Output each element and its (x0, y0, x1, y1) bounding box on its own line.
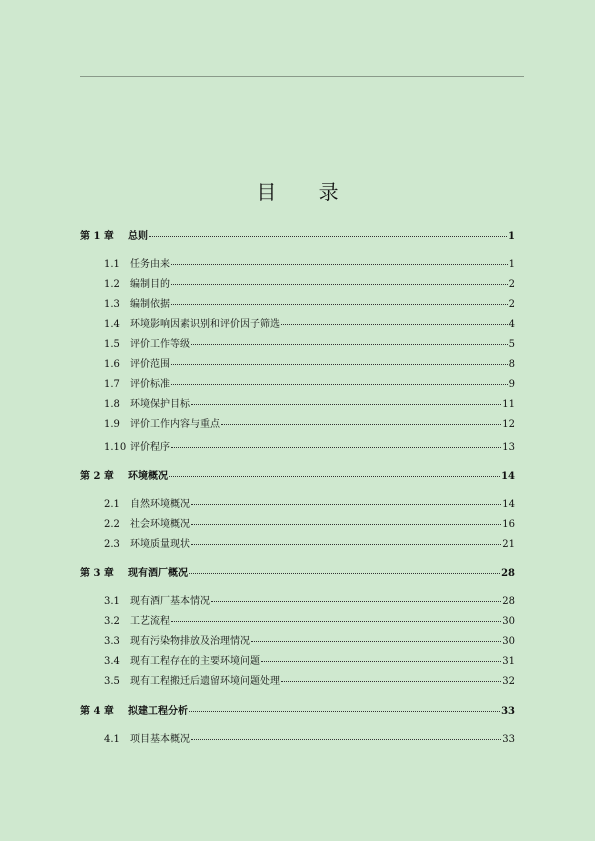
toc-entry-number: 3.2 (104, 616, 120, 627)
toc-entry-title: 编制依据 (130, 299, 170, 310)
toc-entry-number: 第 4 章 (80, 706, 114, 717)
toc-entry-page: 33 (501, 706, 515, 717)
toc-section-entry[interactable] (104, 498, 515, 512)
toc-entry-page: 9 (508, 379, 515, 390)
dot-leader (211, 601, 501, 602)
toc-section-entry[interactable] (104, 655, 515, 669)
toc-entry-title: 现有酒厂基本情况 (130, 596, 210, 607)
header-rule (80, 76, 524, 77)
toc-entry-page: 33 (502, 734, 515, 745)
toc-entry-title: 项目基本概况 (130, 734, 190, 745)
toc-entry-number: 第 3 章 (80, 568, 114, 579)
toc-entry-page: 16 (502, 519, 515, 530)
toc-entry-page: 4 (508, 319, 515, 330)
dot-leader (191, 344, 508, 345)
toc-section-entry[interactable] (104, 258, 515, 272)
toc-section-entry[interactable] (104, 338, 515, 352)
toc-entry-title: 评价标准 (130, 379, 170, 390)
toc-entry-page: 14 (502, 499, 515, 510)
dot-leader (171, 284, 508, 285)
toc-entry-number: 2.3 (104, 539, 120, 550)
toc-entry-page: 14 (501, 471, 515, 482)
toc-entry-title: 自然环境概况 (130, 499, 190, 510)
toc-section-entry[interactable] (104, 378, 515, 392)
dot-leader (281, 324, 508, 325)
toc-entry-page: 2 (508, 299, 515, 310)
toc-entry-number: 3.4 (104, 656, 120, 667)
toc-entry-number: 第 1 章 (80, 231, 114, 242)
toc-entry-number: 1.1 (104, 259, 120, 270)
dot-leader (251, 641, 501, 642)
toc-entry-title: 评价工作内容与重点 (130, 419, 220, 430)
toc-entry-page: 2 (508, 279, 515, 290)
dot-leader (281, 681, 501, 682)
toc-entry-number: 1.9 (104, 419, 120, 430)
toc-entry-number: 1.8 (104, 399, 120, 410)
toc-entry-number: 4.1 (104, 734, 120, 745)
toc-chapter-entry[interactable] (80, 567, 515, 581)
toc-entry-number: 1.4 (104, 319, 120, 330)
toc-title: 目 录 (256, 180, 357, 204)
toc-entry-number: 1.10 (104, 442, 127, 453)
toc-section-entry[interactable] (104, 675, 515, 689)
dot-leader (171, 264, 508, 265)
toc-section-entry[interactable] (104, 298, 515, 312)
toc-entry-title: 编制目的 (130, 279, 170, 290)
toc-entry-number: 1.3 (104, 299, 120, 310)
toc-section-entry[interactable] (104, 538, 515, 552)
dot-leader (191, 404, 501, 405)
dot-leader (171, 304, 508, 305)
toc-entry-title: 评价工作等级 (130, 339, 190, 350)
dot-leader (191, 524, 501, 525)
toc-entry-page: 5 (508, 339, 515, 350)
toc-section-entry[interactable] (104, 595, 515, 609)
toc-entry-number: 3.3 (104, 636, 120, 647)
toc-entry-title: 环境质量现状 (130, 539, 190, 550)
toc-entry-page: 31 (502, 656, 515, 667)
dot-leader (191, 504, 501, 505)
toc-section-entry[interactable] (104, 358, 515, 372)
dot-leader (189, 711, 500, 712)
dot-leader (149, 236, 507, 237)
toc-entry-title: 现有酒厂概况 (128, 568, 188, 579)
toc-entry-title: 工艺流程 (130, 616, 170, 627)
toc-entry-title: 拟建工程分析 (128, 706, 188, 717)
toc-entry-page: 1 (508, 231, 515, 242)
toc-entry-title: 现有污染物排放及治理情况 (130, 636, 250, 647)
toc-entry-number: 第 2 章 (80, 471, 114, 482)
toc-section-entry[interactable] (104, 518, 515, 532)
toc-entry-page: 32 (502, 676, 515, 687)
toc-entry-number: 3.1 (104, 596, 120, 607)
toc-entry-title: 环境保护目标 (130, 399, 190, 410)
toc-section-entry[interactable] (104, 635, 515, 649)
toc-entry-page: 11 (502, 399, 515, 410)
toc-entry-number: 1.5 (104, 339, 120, 350)
toc-entry-page: 21 (502, 539, 515, 550)
toc-entry-title: 环境影响因素识别和评价因子筛选 (130, 319, 280, 330)
toc-entry-title: 评价范围 (130, 359, 170, 370)
toc-entry-number: 1.6 (104, 359, 120, 370)
toc-entry-page: 30 (502, 616, 515, 627)
toc-section-entry[interactable] (104, 318, 515, 332)
toc-chapter-entry[interactable] (80, 705, 515, 719)
toc-entry-number: 3.5 (104, 676, 120, 687)
dot-leader (221, 424, 501, 425)
toc-entry-page: 12 (502, 419, 515, 430)
toc-section-entry[interactable] (104, 278, 515, 292)
toc-entry-title: 任务由来 (130, 259, 170, 270)
dot-leader (171, 364, 508, 365)
toc-section-entry[interactable] (104, 418, 515, 432)
dot-leader (169, 476, 500, 477)
dot-leader (191, 739, 501, 740)
dot-leader (189, 573, 500, 574)
toc-chapter-entry[interactable] (80, 230, 515, 244)
dot-leader (171, 384, 508, 385)
toc-section-entry[interactable] (104, 441, 515, 455)
toc-entry-page: 8 (508, 359, 515, 370)
dot-leader (171, 621, 501, 622)
toc-entry-number: 2.1 (104, 499, 120, 510)
toc-section-entry[interactable] (104, 615, 515, 629)
toc-entry-number: 1.2 (104, 279, 120, 290)
toc-entry-title: 评价程序 (130, 442, 170, 453)
toc-entry-title: 社会环境概况 (130, 519, 190, 530)
toc-entry-title: 总则 (128, 231, 148, 242)
dot-leader (191, 544, 501, 545)
toc-entry-number: 1.7 (104, 379, 120, 390)
toc-entry-title: 现有工程搬迁后遗留环境问题处理 (130, 676, 280, 687)
toc-chapter-entry[interactable] (80, 470, 515, 484)
dot-leader (261, 661, 501, 662)
toc-entry-page: 1 (508, 259, 515, 270)
toc-section-entry[interactable] (104, 398, 515, 412)
toc-entry-page: 30 (502, 636, 515, 647)
toc-entry-title: 环境概况 (128, 471, 168, 482)
dot-leader (171, 447, 501, 448)
toc-entry-number: 2.2 (104, 519, 120, 530)
toc-section-entry[interactable] (104, 733, 515, 747)
toc-entry-title: 现有工程存在的主要环境问题 (130, 656, 260, 667)
toc-entry-page: 13 (502, 442, 515, 453)
toc-entry-page: 28 (501, 568, 515, 579)
toc-entry-page: 28 (502, 596, 515, 607)
